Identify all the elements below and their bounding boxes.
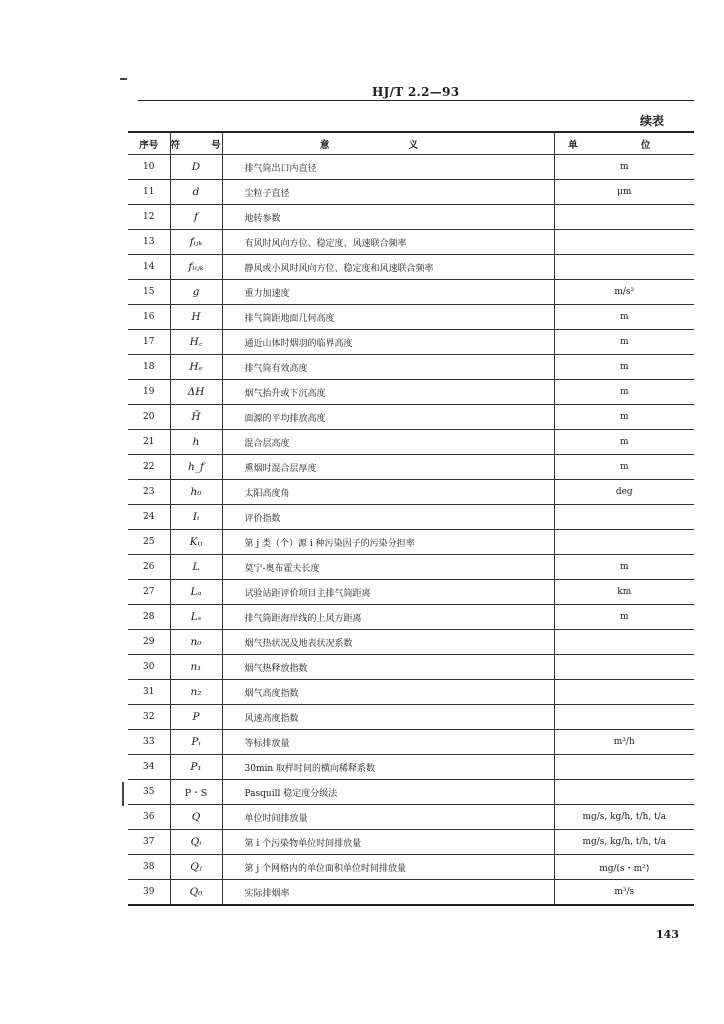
row-symbol: g [170, 280, 222, 305]
table-row [128, 755, 694, 780]
row-meaning: 30min 取样时间的横向稀释系数 [222, 755, 554, 780]
table-row [128, 480, 694, 505]
row-unit: m [554, 155, 694, 180]
row-unit: m [554, 305, 694, 330]
column-header-symbol: 符 号 [170, 132, 222, 155]
standard-code: HJ/T 2.2—93 [372, 85, 460, 99]
row-unit: m [554, 555, 694, 580]
row-symbol: Iᵢ [170, 505, 222, 530]
row-symbol: H [170, 305, 222, 330]
row-symbol: Lₛ [170, 605, 222, 630]
row-symbol: D [170, 155, 222, 180]
row-unit [554, 530, 694, 555]
row-unit: m³/h [554, 730, 694, 755]
table-row [128, 230, 694, 255]
table-row [128, 180, 694, 205]
row-symbol: ΔH [170, 380, 222, 405]
row-meaning: 排气筒出口内直径 [222, 155, 554, 180]
row-symbol: Qⱼ [170, 855, 222, 880]
row-unit: m [554, 355, 694, 380]
row-unit: m [554, 455, 694, 480]
row-meaning: 面源的平均排放高度 [222, 405, 554, 430]
row-unit: deg [554, 480, 694, 505]
row-meaning: 熏烟时混合层厚度 [222, 455, 554, 480]
column-header-no: 序号 [128, 132, 170, 155]
row-symbol: h_f [170, 455, 222, 480]
row-unit: m [554, 430, 694, 455]
row-number: 26 [128, 555, 170, 580]
table-row [128, 530, 694, 555]
row-symbol: P [170, 705, 222, 730]
row-meaning: 莫宁-奥布霍夫长度 [222, 555, 554, 580]
table-row [128, 430, 694, 455]
row-unit: m [554, 330, 694, 355]
row-number: 22 [128, 455, 170, 480]
row-unit: m [554, 380, 694, 405]
row-meaning: 第 j 类（个）源 i 种污染因子的污染分担率 [222, 530, 554, 555]
row-symbol: h [170, 430, 222, 455]
row-unit [554, 255, 694, 280]
page-number: 143 [656, 928, 679, 941]
row-number: 14 [128, 255, 170, 280]
row-symbol: n₀ [170, 630, 222, 655]
table-row [128, 205, 694, 230]
row-meaning: 试验站距评价项目主排气筒距离 [222, 580, 554, 605]
table-row [128, 555, 694, 580]
row-unit: m [554, 605, 694, 630]
row-number: 21 [128, 430, 170, 455]
row-number: 34 [128, 755, 170, 780]
row-number: 15 [128, 280, 170, 305]
table-row [128, 405, 694, 430]
row-symbol: P₁ [170, 755, 222, 780]
table-row [128, 605, 694, 630]
row-meaning: 风速高度指数 [222, 705, 554, 730]
row-meaning: 混合层高度 [222, 430, 554, 455]
row-meaning: 单位时间排放量 [222, 805, 554, 830]
row-unit: m³/s [554, 880, 694, 906]
row-number: 18 [128, 355, 170, 380]
column-header-meaning: 意 义 [222, 132, 554, 155]
row-number: 38 [128, 855, 170, 880]
table-row [128, 655, 694, 680]
table-row [128, 630, 694, 655]
table-row [128, 680, 694, 705]
row-meaning: 通近山体时烟羽的临界高度 [222, 330, 554, 355]
row-meaning: 排气筒距地面几何高度 [222, 305, 554, 330]
row-unit: mg/s, kg/h, t/h, t/a [554, 830, 694, 855]
row-unit [554, 705, 694, 730]
table-row [128, 880, 694, 906]
row-symbol: Kᵢⱼ [170, 530, 222, 555]
row-unit: km [554, 580, 694, 605]
row-meaning: 太阳高度角 [222, 480, 554, 505]
row-meaning: 烟气热释放指数 [222, 655, 554, 680]
row-unit [554, 655, 694, 680]
row-number: 10 [128, 155, 170, 180]
row-unit [554, 505, 694, 530]
row-symbol: P・S [170, 780, 222, 805]
row-meaning: 静风或小风时风向方位、稳定度和风速联合频率 [222, 255, 554, 280]
row-meaning: 第 i 个污染物单位时间排放量 [222, 830, 554, 855]
row-symbol: Pᵢ [170, 730, 222, 755]
table-row [128, 805, 694, 830]
row-unit [554, 205, 694, 230]
table-row [128, 380, 694, 405]
row-symbol: Lₐ [170, 580, 222, 605]
row-symbol: n₂ [170, 680, 222, 705]
table-row [128, 705, 694, 730]
row-unit: m [554, 405, 694, 430]
row-number: 25 [128, 530, 170, 555]
row-unit: m/s² [554, 280, 694, 305]
continued-label: 续表 [640, 114, 665, 128]
row-number: 27 [128, 580, 170, 605]
row-number: 12 [128, 205, 170, 230]
row-meaning: 有风时风向方位、稳定度、风速联合频率 [222, 230, 554, 255]
row-number: 28 [128, 605, 170, 630]
row-unit [554, 680, 694, 705]
table-row [128, 505, 694, 530]
row-symbol: f [170, 205, 222, 230]
row-meaning: 第 j 个网格内的单位面积单位时间排放量 [222, 855, 554, 880]
table-row [128, 580, 694, 605]
table-row [128, 255, 694, 280]
row-unit [554, 780, 694, 805]
row-symbol: d [170, 180, 222, 205]
table-row [128, 830, 694, 855]
table-row [128, 305, 694, 330]
row-number: 17 [128, 330, 170, 355]
row-number: 36 [128, 805, 170, 830]
header-rule [138, 100, 694, 101]
row-number: 39 [128, 880, 170, 906]
table-row [128, 280, 694, 305]
row-meaning: 重力加速度 [222, 280, 554, 305]
row-symbol: H꜀ [170, 330, 222, 355]
row-symbol: fₗᵢⱼₖ [170, 255, 222, 280]
scan-mark [120, 78, 127, 80]
row-unit: μm [554, 180, 694, 205]
row-number: 30 [128, 655, 170, 680]
row-symbol: L [170, 555, 222, 580]
table-row [128, 355, 694, 380]
row-symbol: Q [170, 805, 222, 830]
row-number: 35 [128, 780, 170, 805]
row-meaning: 尘粒子直径 [222, 180, 554, 205]
row-number: 11 [128, 180, 170, 205]
row-unit [554, 755, 694, 780]
row-unit: mg/s, kg/h, t/h, t/a [554, 805, 694, 830]
row-meaning: 评价指数 [222, 505, 554, 530]
row-symbol: Hₑ [170, 355, 222, 380]
table-header-row [128, 132, 694, 155]
table-body [128, 155, 694, 906]
row-number: 16 [128, 305, 170, 330]
row-unit [554, 630, 694, 655]
row-number: 23 [128, 480, 170, 505]
column-header-unit: 单 位 [554, 132, 694, 155]
row-meaning: 排气筒有效高度 [222, 355, 554, 380]
table-row [128, 730, 694, 755]
symbols-table [128, 131, 694, 906]
row-symbol: n₁ [170, 655, 222, 680]
row-meaning: 烟气高度指数 [222, 680, 554, 705]
row-symbol: fᵢⱼₖ [170, 230, 222, 255]
row-number: 13 [128, 230, 170, 255]
row-meaning: 烟气热状况及地表状况系数 [222, 630, 554, 655]
row-number: 20 [128, 405, 170, 430]
row-number: 29 [128, 630, 170, 655]
row-unit: mg/(s・m²) [554, 855, 694, 880]
row-meaning: 等标排放量 [222, 730, 554, 755]
row-unit [554, 230, 694, 255]
row-number: 31 [128, 680, 170, 705]
row-symbol: Q₀ [170, 880, 222, 906]
table-row [128, 455, 694, 480]
row-number: 19 [128, 380, 170, 405]
row-number: 37 [128, 830, 170, 855]
row-number: 24 [128, 505, 170, 530]
table-row [128, 855, 694, 880]
row-meaning: 排气筒距海岸线的上风方距离 [222, 605, 554, 630]
row-meaning: 烟气抬升或下沉高度 [222, 380, 554, 405]
row-number: 32 [128, 705, 170, 730]
table-row [128, 330, 694, 355]
row-number: 33 [128, 730, 170, 755]
row-meaning: 地转参数 [222, 205, 554, 230]
row-symbol: H̄ [170, 405, 222, 430]
row-meaning: Pasquill 稳定度分级法 [222, 780, 554, 805]
row-symbol: Qᵢ [170, 830, 222, 855]
row-symbol: h₀ [170, 480, 222, 505]
table-row [128, 155, 694, 180]
scan-mark [122, 782, 124, 806]
row-meaning: 实际排烟率 [222, 880, 554, 906]
table-row [128, 780, 694, 805]
